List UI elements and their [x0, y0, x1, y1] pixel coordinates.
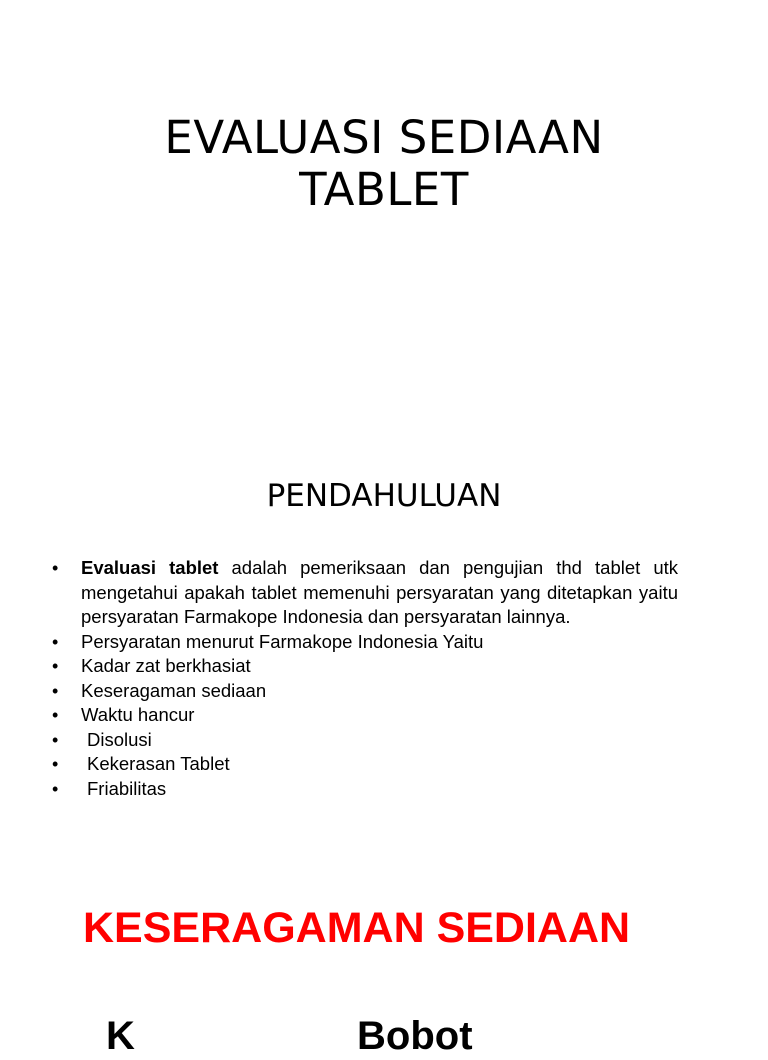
list-item [52, 728, 678, 753]
list-item [52, 654, 678, 679]
intro-bold-term: Evaluasi tablet [81, 557, 219, 578]
list-item-text: Kekerasan Tablet [87, 753, 230, 774]
list-item-text: Kadar zat berkhasiat [81, 655, 251, 676]
cut-off-text-line [0, 1012, 768, 1058]
list-item [52, 777, 678, 802]
list-item [52, 752, 678, 777]
bullet-icon: • [52, 754, 59, 774]
bullet-icon: • [52, 680, 59, 701]
section-heading: PENDAHULUAN [266, 478, 502, 514]
bullet-icon: • [52, 778, 59, 799]
cut-off-text-left: K [106, 1014, 135, 1058]
slide-title-line-2: TABLET [299, 163, 469, 216]
red-section-heading: KESERAGAMAN SEDIAAN [83, 904, 631, 952]
slide-title [0, 112, 768, 216]
cut-off-text-right: Bobot [357, 1014, 473, 1058]
intro-paragraph [81, 556, 678, 630]
bullet-icon: • [52, 631, 59, 652]
slide-title-line-1: EVALUASI SEDIAAN [164, 111, 604, 164]
list-item-text: Waktu hancur [81, 704, 195, 725]
intro-text: adalah pemeriksaan dan pengujian thd tablet utk mengetahui apakah tablet memenuhi persyaratan yang ditetapkan yaitu persyaratan Farmakope Indonesia dan persyaratan lainnya. [81, 557, 678, 627]
bullet-icon: • [52, 558, 59, 578]
list-item-text: Friabilitas [87, 777, 167, 799]
list-item-text: Keseragaman sediaan [81, 679, 267, 701]
list-item-text: Disolusi [87, 728, 152, 750]
bullet-list [52, 556, 678, 801]
list-item [52, 679, 678, 704]
list-item [52, 556, 678, 630]
bullet-icon: • [52, 656, 59, 676]
list-item [52, 703, 678, 728]
list-item-text: Persyaratan menurut Farmakope Indonesia Yaitu [81, 630, 484, 652]
list-item [52, 630, 678, 655]
bullet-icon: • [52, 729, 59, 750]
bullet-icon: • [52, 705, 59, 725]
